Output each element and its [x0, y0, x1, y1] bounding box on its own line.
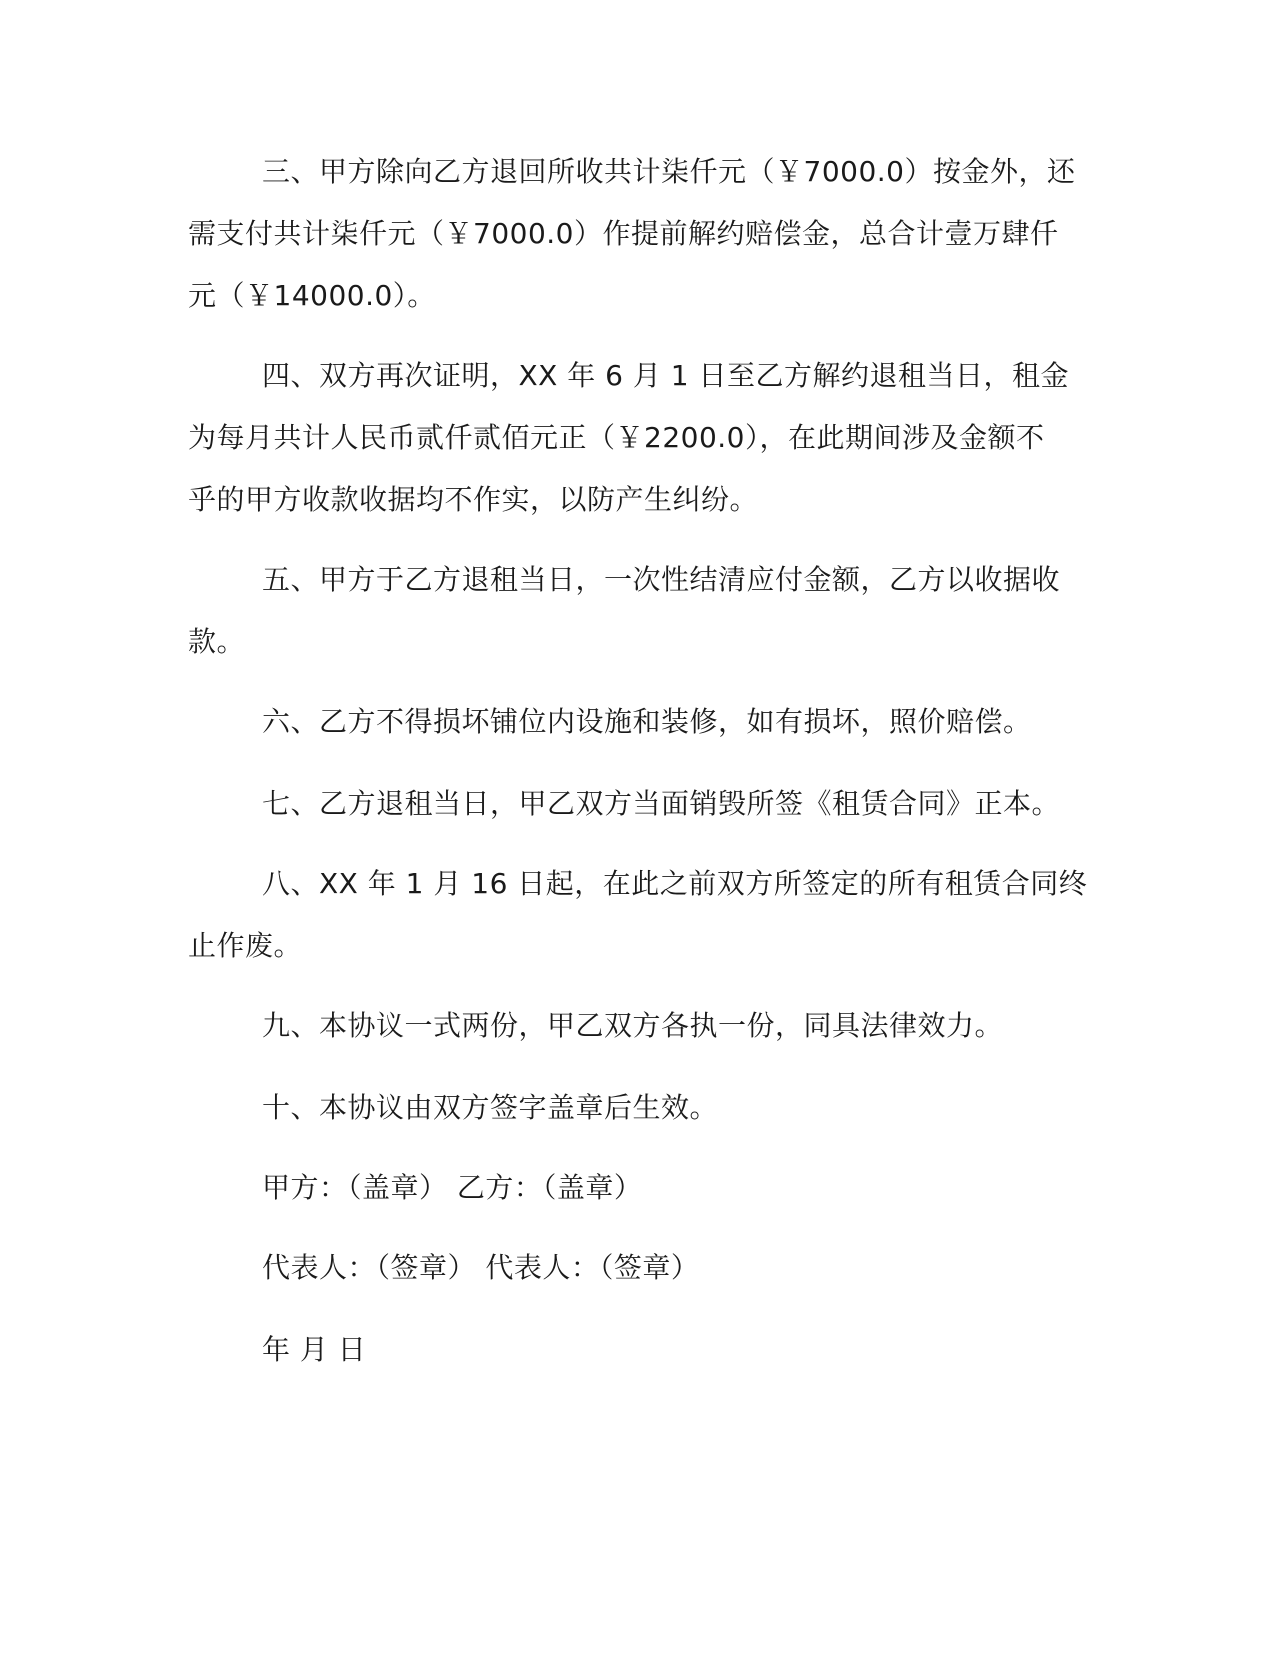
clause-8-line-1: 八、XX 年 1 月 16 日起，在此之前双方所签定的所有租赁合同终 — [262, 867, 1088, 900]
clause-6-line-1: 六、乙方不得损坏铺位内设施和装修，如有损坏，照价赔偿。 — [262, 705, 1032, 738]
clause-4-line-1: 四、双方再次证明，XX 年 6 月 1 日至乙方解约退租当日，租金 — [262, 359, 1069, 392]
clause-10-line-1: 十、本协议由双方签字盖章后生效。 — [262, 1091, 719, 1124]
clause-3-line-1: 三、甲方除向乙方退回所收共计柒仟元（￥7000.0）按金外，还 — [262, 155, 1076, 188]
clause-8-line-2: 止作废。 — [188, 929, 303, 962]
party-seal-line: 甲方：（盖章） 乙方：（盖章） — [262, 1171, 643, 1204]
clause-5-line-1: 五、甲方于乙方退租当日，一次性结清应付金额，乙方以收据收 — [262, 563, 1061, 596]
representative-sign-line: 代表人：（签章） 代表人：（签章） — [262, 1251, 700, 1284]
clause-5-line-2: 款。 — [188, 625, 246, 658]
clause-4-line-2: 为每月共计人民币贰仟贰佰元正（￥2200.0），在此期间涉及金额不 — [188, 421, 1045, 454]
date-line: 年 月 日 — [262, 1333, 367, 1366]
clause-4-line-3: 乎的甲方收款收据均不作实，以防产生纠纷。 — [188, 483, 759, 516]
clause-3-line-2: 需支付共计柒仟元（￥7000.0）作提前解约赔偿金，总合计壹万肆仟 — [188, 217, 1059, 250]
clause-7-line-1: 七、乙方退租当日，甲乙双方当面销毁所签《租赁合同》正本。 — [262, 787, 1061, 820]
clause-9-line-1: 九、本协议一式两份，甲乙双方各执一份，同具法律效力。 — [262, 1009, 1004, 1042]
clause-3-line-3: 元（￥14000.0）。 — [188, 279, 436, 312]
